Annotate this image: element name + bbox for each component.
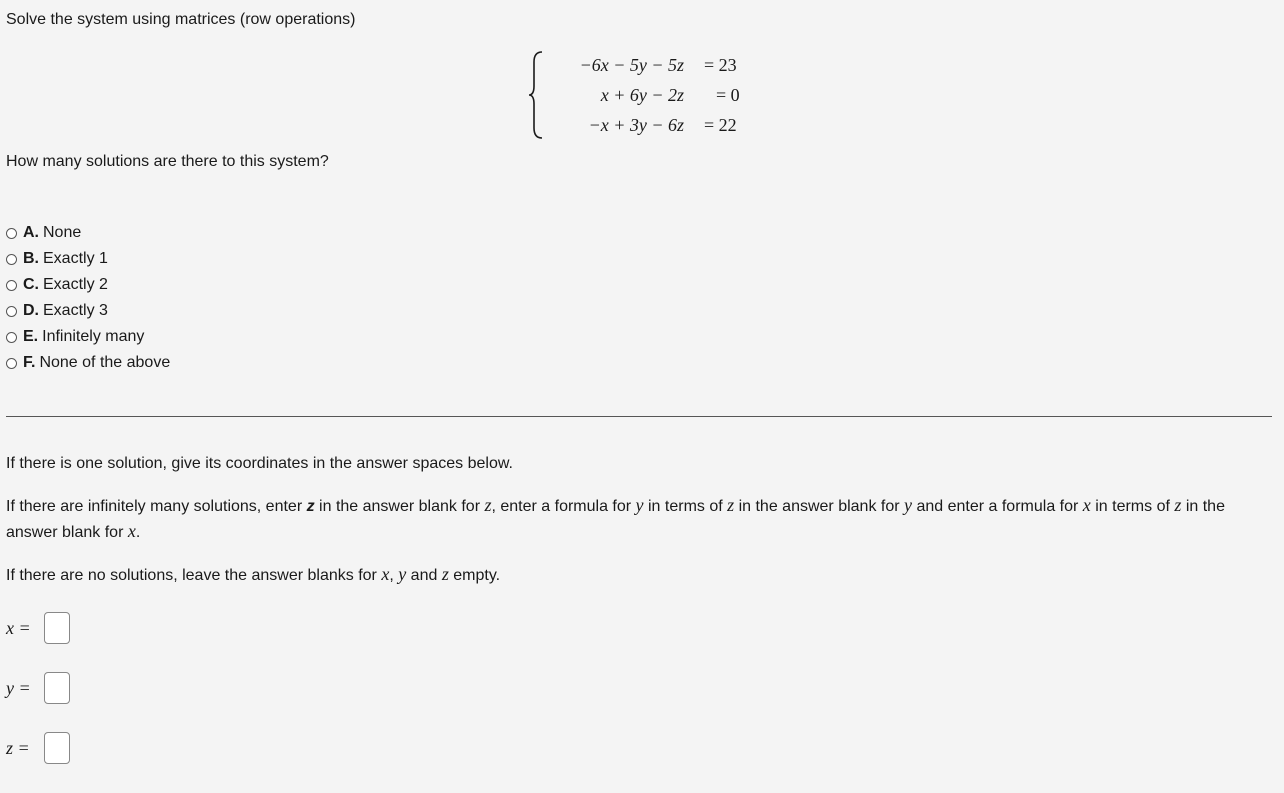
radio-button[interactable] [6, 358, 17, 369]
option-f[interactable]: F. None of the above [6, 350, 170, 376]
equation-lhs: −6x − 5y − 5z [579, 55, 684, 75]
equation-rhs: = 0 [716, 85, 740, 105]
equation-lhs: −x + 3y − 6z [588, 115, 684, 135]
instruction-one-solution: If there is one solution, give its coordinates in the answer spaces below. [6, 455, 513, 472]
question-text: How many solutions are there to this system? [6, 153, 329, 170]
equation-row-3 [528, 110, 768, 140]
radio-button[interactable] [6, 332, 17, 343]
equation-row-1 [528, 50, 768, 80]
option-c[interactable]: C. Exactly 2 [6, 272, 170, 298]
option-b[interactable]: B. Exactly 1 [6, 246, 170, 272]
section-divider [6, 416, 1272, 417]
equation-system [528, 50, 768, 140]
equation-rhs: = 23 [704, 55, 737, 75]
problem-prompt: Solve the system using matrices (row operations) [6, 11, 356, 28]
answer-row-x [6, 610, 70, 646]
equation-row-2 [528, 80, 768, 110]
answer-label-z: z = [6, 737, 30, 758]
answer-row-z [6, 730, 70, 766]
answer-input-y[interactable] [44, 672, 70, 704]
option-a[interactable]: A. None [6, 220, 170, 246]
radio-button[interactable] [6, 228, 17, 239]
radio-button[interactable] [6, 254, 17, 265]
option-e[interactable]: E. Infinitely many [6, 324, 170, 350]
bold-z: z [306, 498, 315, 515]
radio-button[interactable] [6, 306, 17, 317]
radio-button[interactable] [6, 280, 17, 291]
instruction-no-solution: If there are no solutions, leave the answer blanks for x, y and z empty. [6, 564, 501, 584]
equation-lhs: x + 6y − 2z [600, 85, 684, 105]
option-d[interactable]: D. Exactly 3 [6, 298, 170, 324]
answer-input-x[interactable] [44, 612, 70, 644]
answer-options [6, 220, 170, 376]
answer-input-z[interactable] [44, 732, 70, 764]
answer-label-x: x = [6, 617, 31, 638]
answer-row-y [6, 670, 70, 706]
instruction-infinite: If there are infinitely many solutions, enter z in the answer blank for z, enter a formula for y in terms of z in the answer blank for y and enter a formula for x in terms of z in the answer blank for x. [6, 495, 1225, 541]
answer-label-y: y = [6, 677, 31, 698]
equation-rhs: = 22 [704, 115, 737, 135]
